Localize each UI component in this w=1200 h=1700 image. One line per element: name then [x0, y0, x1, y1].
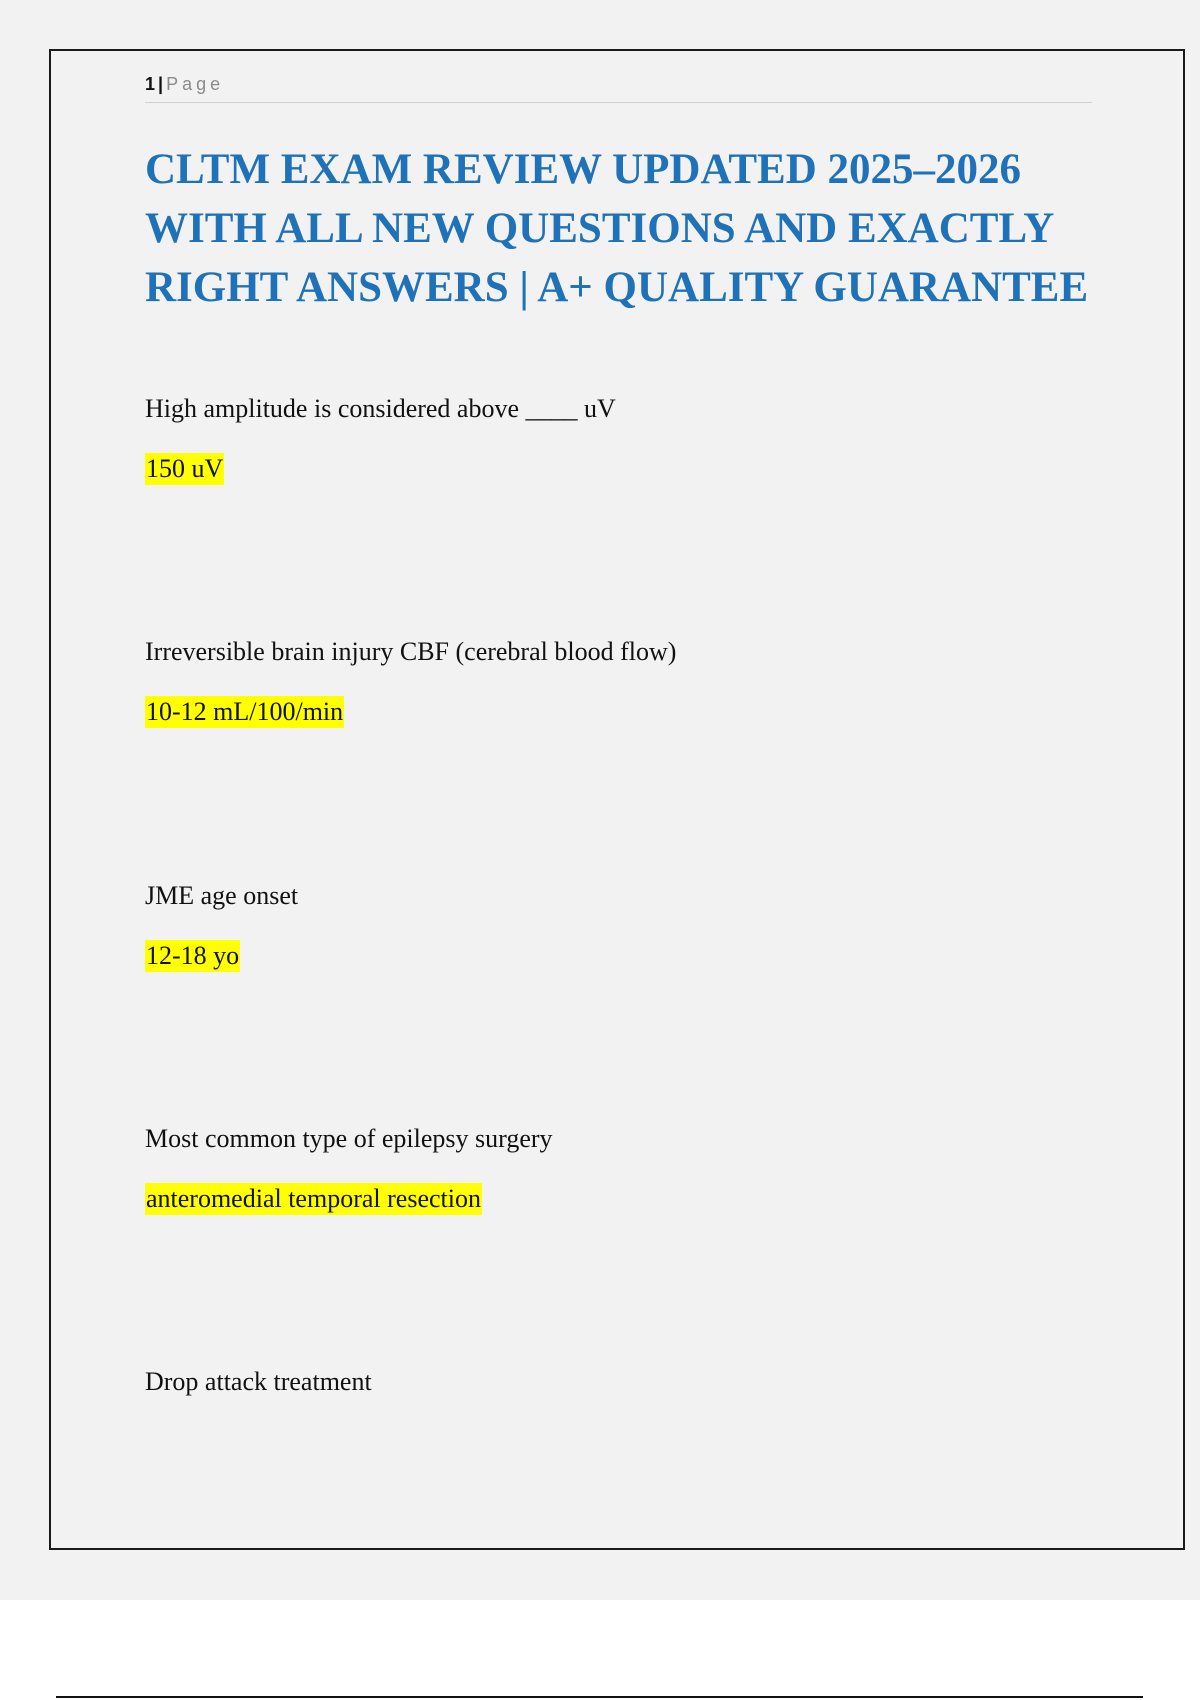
qa-item: [145, 393, 1085, 485]
question-text: JME age onset: [145, 881, 299, 910]
qa-item: [145, 1123, 1085, 1215]
question-text: Drop attack treatment: [145, 1367, 372, 1396]
qa-item: [145, 1366, 1085, 1398]
page-separator: |: [158, 74, 164, 94]
question-text: High amplitude is considered above ____ uV: [145, 394, 616, 423]
document-title: CLTM EXAM REVIEW UPDATED 2025–2026 WITH ALL NEW QUESTIONS AND EXACTLY RIGHT ANSWERS | A+ QUALITY GUARANTEE: [145, 146, 1089, 311]
answer-highlight: 10-12 mL/100/min: [146, 697, 344, 726]
answer-highlight: 150 uV: [146, 454, 224, 483]
qa-item: [145, 636, 1085, 728]
page-header: [145, 72, 1092, 103]
answer-highlight: 12-18 yo: [146, 941, 240, 970]
qa-item: [145, 880, 1085, 972]
page-label: Page: [166, 74, 225, 94]
answer-highlight: anteromedial temporal resection: [146, 1184, 481, 1213]
question-text: Most common type of epilepsy surgery: [145, 1124, 553, 1153]
question-text: Irreversible brain injury CBF (cerebral blood flow): [145, 637, 677, 666]
footer-divider: [56, 1696, 1143, 1698]
page-number: 1: [145, 74, 156, 94]
